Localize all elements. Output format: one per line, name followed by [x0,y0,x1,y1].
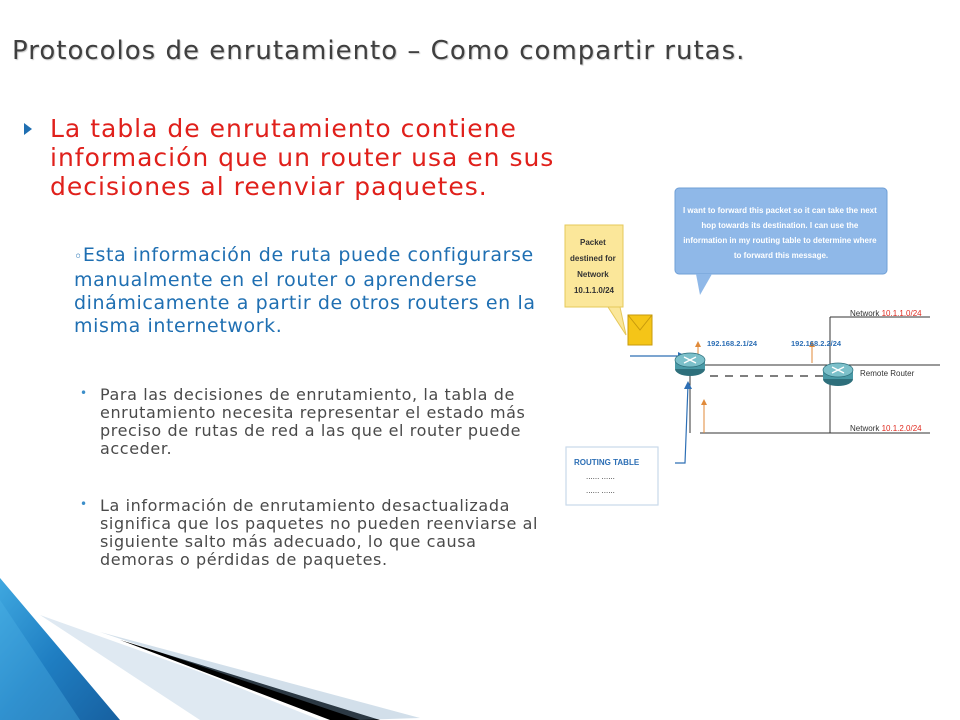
circle-bullet-icon: ◦ [74,249,83,265]
network-diagram [560,185,940,515]
remote-router-icon [823,363,853,386]
slide-title: Protocolos de enrutamiento – Como compartir rutas. [12,36,746,66]
slide-corner-decoration [0,560,960,720]
routing-table-row: ...... ...... [586,472,615,481]
remote-router-label: Remote Router [860,369,915,378]
bullet-level3-item [80,386,556,458]
routing-table-box [566,447,658,505]
router-callout-line: information in my routing table to determine where [683,236,877,245]
network-bottom-label: Network 10.1.2.0/24 [850,424,922,433]
dot-bullet-icon: • [80,386,88,400]
routing-table-link [675,385,688,463]
bullet-level1 [24,114,564,201]
bullet-level2-text: Esta información de ruta puede configurarse manualmente en el router o aprenderse dinámicamente a partir de otros routers en la misma internetwork. [74,244,536,337]
router-callout-line: I want to forward this packet so it can take the next [682,206,877,215]
ip-label-local: 192.168.2.1/24 [707,339,758,348]
packet-callout-line: Packet [579,238,606,247]
dot-bullet-icon: • [80,497,88,511]
bullet-level2 [74,244,570,338]
ip-label-remote: 192.168.2.2/24 [791,339,842,348]
packet-callout-line: 10.1.1.0/24 [573,286,615,295]
packet-callout-line: Network [577,270,609,279]
packet-callout-line: destined for [569,254,616,263]
router-thought-callout [675,188,887,295]
router-callout-line: hop towards its destination. I can use the [701,221,859,230]
bullet-level3-item [80,497,556,569]
triangle-bullet-icon [24,123,32,135]
bullet-level3-text: Para las decisiones de enrutamiento, la tabla de enrutamiento necesita representar el estado más preciso de rutas de red a las que el router puede acceder. [100,385,526,458]
packet-callout [565,225,626,335]
bullet-level1-text: La tabla de enrutamiento contiene información que un router usa en sus decisiones al reenviar paquetes. [50,114,555,201]
routing-table-title: ROUTING TABLE [574,458,640,467]
envelope-icon [628,315,652,345]
routing-table-row: ...... ...... [586,486,615,495]
bullet-level3-text: La información de enrutamiento desactualizada significa que los paquetes no pueden reenviarse al siguiente salto más adecuado, lo que causa demoras o pérdidas de paquetes. [100,496,539,569]
router-icon [675,353,705,376]
network-top-label: Network 10.1.1.0/24 [850,309,922,318]
router-callout-line: to forward this message. [733,251,829,260]
